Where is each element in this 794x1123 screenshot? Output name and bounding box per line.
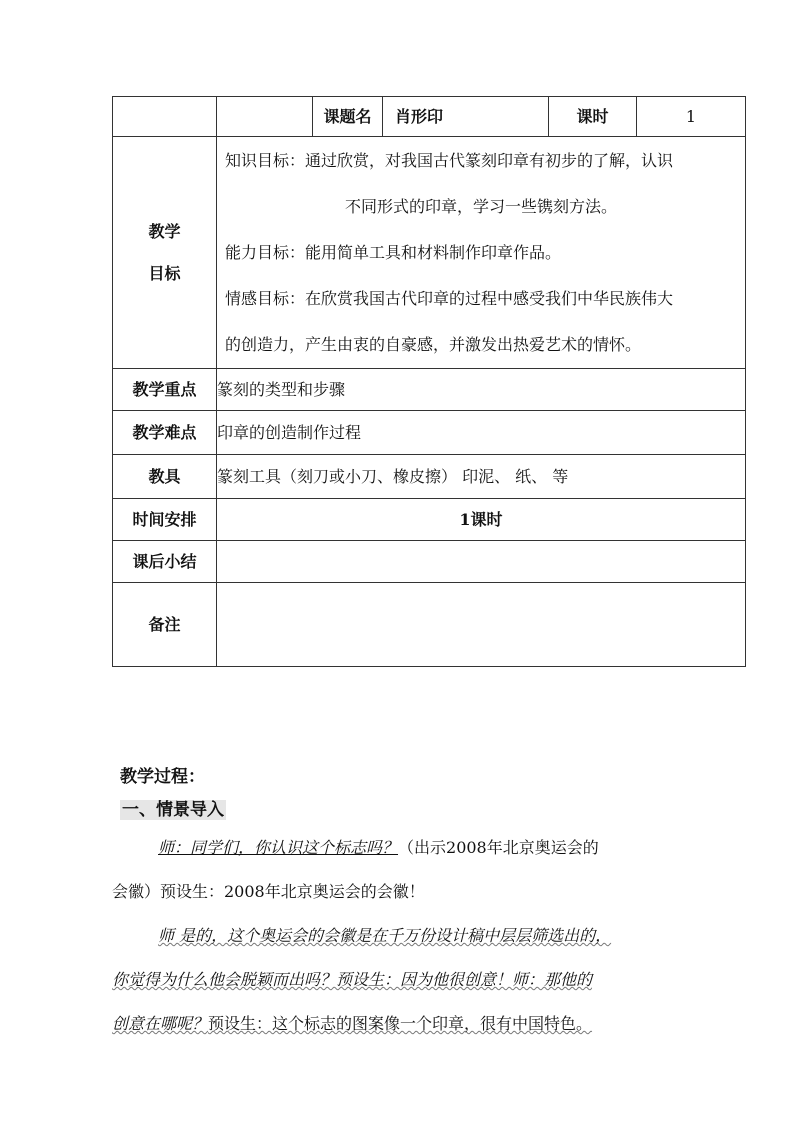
p1-rest: （出示2008年北京奥运会的: [398, 838, 599, 857]
key-points-label: 教学重点: [113, 369, 217, 411]
process-title: 教学过程：: [120, 767, 205, 787]
summary-row: [113, 541, 746, 583]
summary-value: [217, 541, 746, 583]
section1-title-text: 一、情景导入: [122, 800, 224, 820]
key-points-value: 篆刻的类型和步骤: [217, 369, 746, 411]
tools-row: [113, 455, 746, 499]
p2-line3-part2: 预设生：这个标志的图案像一个印章，很有中国特色。: [208, 1014, 593, 1033]
lesson-plan-table: [112, 96, 746, 667]
tools-label: 教具: [113, 455, 217, 499]
difficulty-value: 印章的创造制作过程: [217, 411, 746, 455]
section1-title: [120, 795, 226, 820]
topic-value: 肖形印: [383, 97, 549, 137]
tools-value: 篆刻工具（刻刀或小刀、橡皮擦） 印泥、 纸、 等: [217, 455, 746, 499]
goals-label-line1: 教学: [148, 221, 181, 241]
schedule-value: 1课时: [217, 499, 746, 541]
goals-label-line2: 目标: [148, 263, 181, 283]
goals-label: [113, 137, 217, 369]
paragraph-2-line1: 师 是的，这个奥运会的会徽是在千万份设计稿中层层筛选出的，: [158, 926, 612, 945]
difficulty-row: [113, 411, 746, 455]
difficulty-label: 教学难点: [113, 411, 217, 455]
schedule-row: [113, 499, 746, 541]
goal-knowledge-line1: 知识目标：通过欣赏，对我国古代篆刻印章有初步的了解，认识: [225, 150, 674, 170]
goals-row: [113, 137, 746, 369]
topic-row: [113, 97, 746, 137]
goal-ability: 能力目标：能用简单工具和材料制作印章作品。: [225, 242, 562, 262]
empty-cell: [113, 97, 217, 137]
paragraph-2-line3: [112, 1002, 702, 1046]
paragraph-1: [112, 826, 702, 870]
paragraph-2-line2: 你觉得为什么他会脱颖而出吗？预设生：因为他很创意！师：那他的: [112, 970, 593, 989]
key-points-row: [113, 369, 746, 411]
notes-row: [113, 583, 746, 667]
notes-label: 备注: [113, 583, 217, 667]
goals-content: [217, 137, 746, 369]
notes-value: [217, 583, 746, 667]
hours-label: 课时: [549, 97, 637, 137]
schedule-label: 时间安排: [113, 499, 217, 541]
teacher-question: 师：同学们，你认识这个标志吗？: [158, 838, 399, 857]
paragraph-1-line2: 会徽）预设生：2008年北京奥运会的会徽！: [112, 882, 425, 901]
hours-value: 1: [637, 97, 746, 137]
goal-emotion-line2: 的创造力，产生由衷的自豪感，并激发出热爱艺术的情怀。: [225, 334, 642, 354]
goal-knowledge-line2: 不同形式的印章，学习一些镌刻方法。: [345, 196, 618, 216]
p2-line3-part1: 创意在哪呢？: [112, 1014, 209, 1033]
goal-emotion-line1: 情感目标：在欣赏我国古代印章的过程中感受我们中华民族伟大: [225, 288, 674, 308]
topic-label: 课题名: [313, 97, 383, 137]
summary-label: 课后小结: [113, 541, 217, 583]
empty-cell: [217, 97, 313, 137]
